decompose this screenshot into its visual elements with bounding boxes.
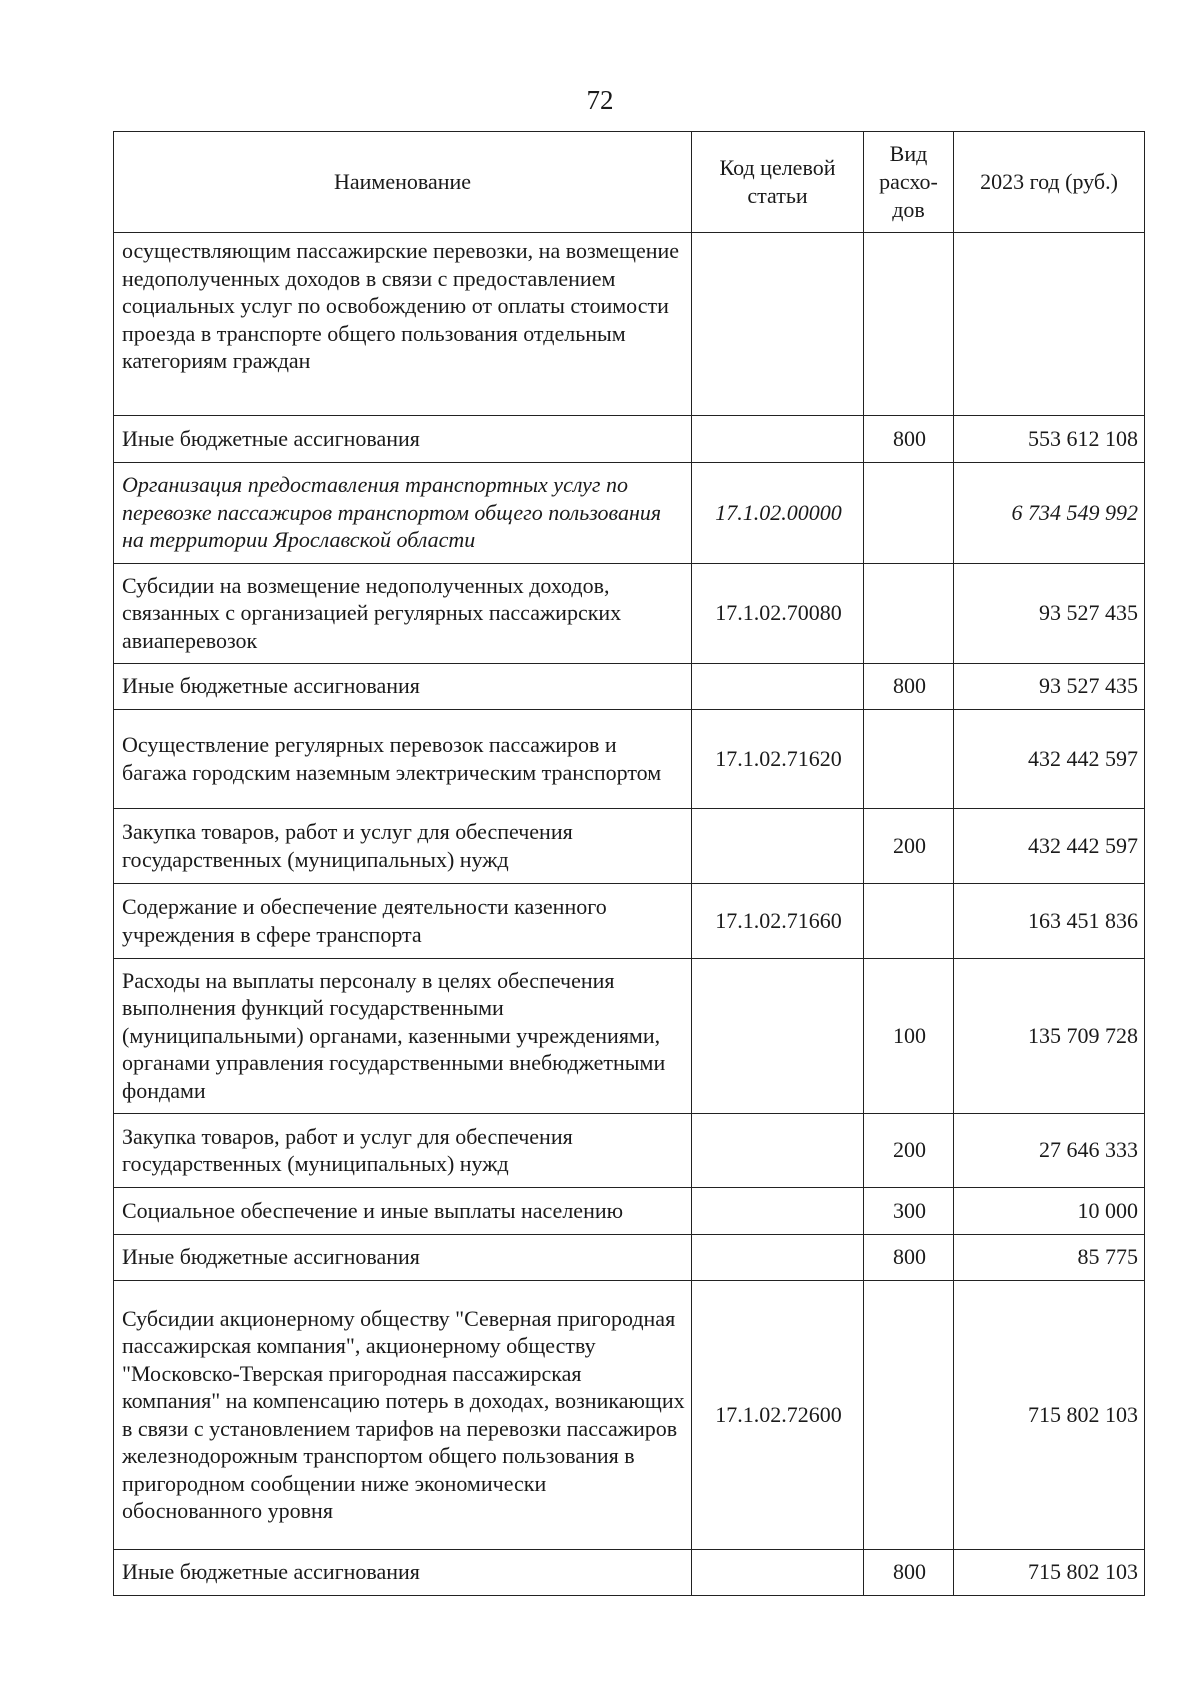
cell-kind: 800	[864, 1235, 954, 1281]
cell-kind	[864, 564, 954, 664]
cell-amount: 432 442 597	[954, 809, 1145, 884]
cell-code	[692, 1188, 864, 1235]
table-row	[114, 463, 1145, 564]
cell-amount: 85 775	[954, 1235, 1145, 1281]
table-row	[114, 710, 1145, 809]
cell-name: Расходы на выплаты персоналу в целях обеспечения выполнения функций государственными (муниципальными) органами, казенными учреждениями, органами управления государственными внебюджетными фондами	[114, 959, 692, 1114]
cell-name: Социальное обеспечение и иные выплаты населению	[114, 1188, 692, 1235]
cell-code	[692, 664, 864, 710]
cell-name: Иные бюджетные ассигнования	[114, 664, 692, 710]
cell-code	[692, 809, 864, 884]
cell-code: 17.1.02.00000	[692, 463, 864, 564]
table-row	[114, 1114, 1145, 1188]
cell-name: осуществляющим пассажирские перевозки, на возмещение недополученных доходов в связи с предоставлением социальных услуг по освобождению от оплаты стоимости проезда в транспорте общего пользования отдельным категориям граждан	[114, 233, 692, 416]
cell-code: 17.1.02.72600	[692, 1281, 864, 1550]
cell-kind: 200	[864, 1114, 954, 1188]
table-header-row	[114, 132, 1145, 233]
header-code: Код целевой статьи	[692, 132, 864, 233]
cell-code: 17.1.02.71620	[692, 710, 864, 809]
cell-code	[692, 416, 864, 463]
page-number: 72	[586, 85, 614, 115]
cell-kind	[864, 233, 954, 416]
cell-amount: 715 802 103	[954, 1550, 1145, 1596]
cell-kind: 300	[864, 1188, 954, 1235]
cell-name: Закупка товаров, работ и услуг для обеспечения государственных (муниципальных) нужд	[114, 809, 692, 884]
cell-code	[692, 1550, 864, 1596]
cell-kind	[864, 1281, 954, 1550]
table-row	[114, 1235, 1145, 1281]
table-row	[114, 1550, 1145, 1596]
cell-kind: 800	[864, 664, 954, 710]
table-row	[114, 809, 1145, 884]
table-row	[114, 1188, 1145, 1235]
cell-amount: 27 646 333	[954, 1114, 1145, 1188]
cell-kind: 800	[864, 416, 954, 463]
table-row	[114, 664, 1145, 710]
cell-name: Осуществление регулярных перевозок пассажиров и багажа городским наземным электрическим транспортом	[114, 710, 692, 809]
cell-amount: 10 000	[954, 1188, 1145, 1235]
cell-kind: 100	[864, 959, 954, 1114]
table-row	[114, 884, 1145, 959]
header-amount: 2023 год (руб.)	[954, 132, 1145, 233]
header-kind: Вид расхо-дов	[864, 132, 954, 233]
cell-amount: 715 802 103	[954, 1281, 1145, 1550]
cell-name: Субсидии акционерному обществу "Северная пригородная пассажирская компания", акционерному обществу "Московско-Тверская пригородная пассажирская компания" на компенсацию потерь в доходах, возникающих в связи с установлением тарифов на перевозки пассажиров железнодорожным транспортом общего пользования в пригородном сообщении ниже экономически обоснованного уровня	[114, 1281, 692, 1550]
cell-amount: 163 451 836	[954, 884, 1145, 959]
table-row	[114, 959, 1145, 1114]
cell-code	[692, 1114, 864, 1188]
cell-code	[692, 1235, 864, 1281]
table-row	[114, 564, 1145, 664]
cell-amount	[954, 233, 1145, 416]
cell-name: Закупка товаров, работ и услуг для обеспечения государственных (муниципальных) нужд	[114, 1114, 692, 1188]
cell-name: Содержание и обеспечение деятельности казенного учреждения в сфере транспорта	[114, 884, 692, 959]
cell-name: Субсидии на возмещение недополученных доходов, связанных с организацией регулярных пассажирских авиаперевозок	[114, 564, 692, 664]
cell-amount: 93 527 435	[954, 664, 1145, 710]
cell-amount: 135 709 728	[954, 959, 1145, 1114]
cell-kind	[864, 710, 954, 809]
cell-kind	[864, 884, 954, 959]
cell-amount: 6 734 549 992	[954, 463, 1145, 564]
table-row	[114, 416, 1145, 463]
cell-kind	[864, 463, 954, 564]
cell-kind: 200	[864, 809, 954, 884]
cell-kind: 800	[864, 1550, 954, 1596]
cell-name: Иные бюджетные ассигнования	[114, 416, 692, 463]
cell-code: 17.1.02.71660	[692, 884, 864, 959]
budget-table	[113, 131, 1145, 1596]
cell-code: 17.1.02.70080	[692, 564, 864, 664]
cell-code	[692, 233, 864, 416]
cell-name: Иные бюджетные ассигнования	[114, 1235, 692, 1281]
cell-code	[692, 959, 864, 1114]
cell-name: Иные бюджетные ассигнования	[114, 1550, 692, 1596]
table-row	[114, 1281, 1145, 1550]
cell-amount: 553 612 108	[954, 416, 1145, 463]
cell-name: Организация предоставления транспортных услуг по перевозке пассажиров транспортом общего пользования на территории Ярославской области	[114, 463, 692, 564]
header-name: Наименование	[114, 132, 692, 233]
table-row	[114, 233, 1145, 416]
cell-amount: 93 527 435	[954, 564, 1145, 664]
cell-amount: 432 442 597	[954, 710, 1145, 809]
